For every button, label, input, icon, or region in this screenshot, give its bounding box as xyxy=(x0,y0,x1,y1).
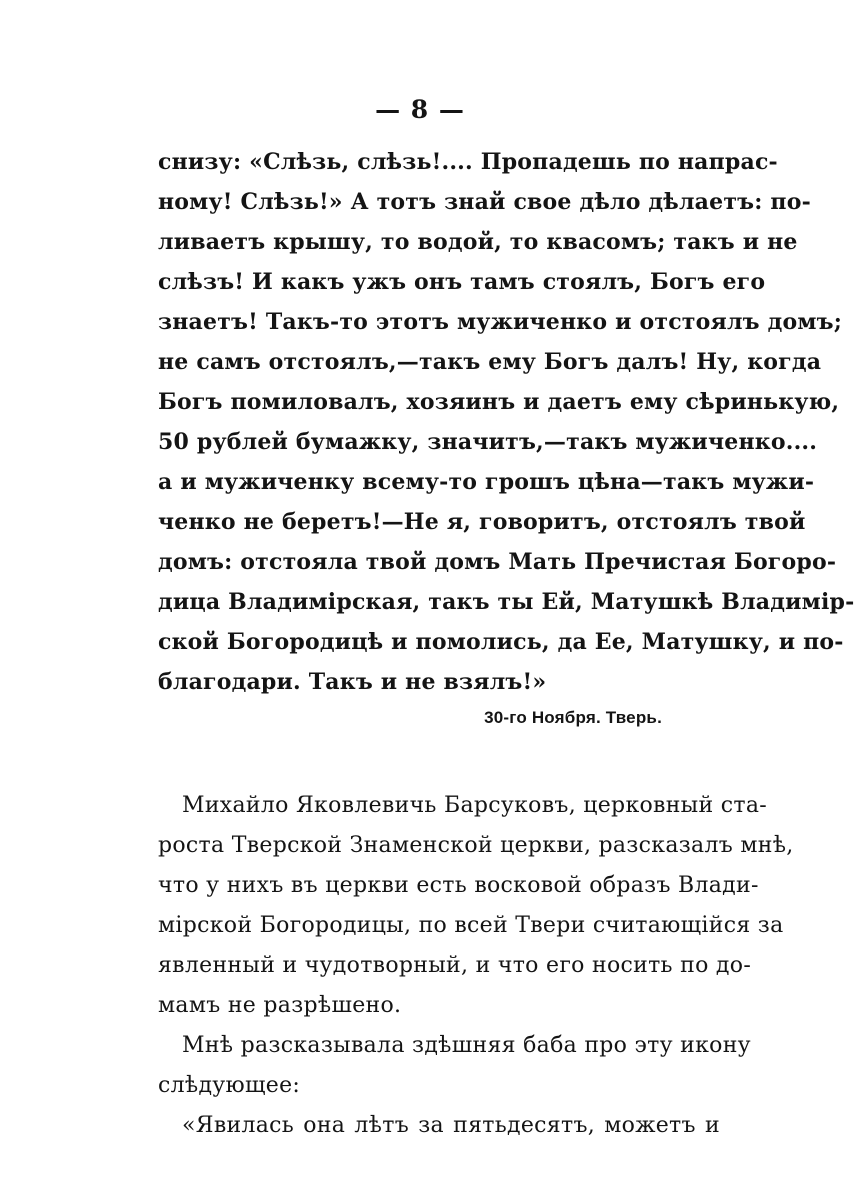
text-line: снизу: «Слѣзь, слѣзь!.... Пропадешь по напрас- xyxy=(158,149,778,175)
text-line: дица Владимірская, такъ ты Ей, Матушкѣ Владимір- xyxy=(158,589,854,615)
text-line: Мнѣ разсказывала здѣшняя баба про эту икону xyxy=(182,1033,751,1058)
paragraph-barsukov xyxy=(158,786,794,1146)
text-line: мамъ не разрѣшено. xyxy=(158,993,402,1018)
text-line: домъ: отстояла твой домъ Мать Пречистая Богоро- xyxy=(158,549,837,575)
text-line: «Явилась она лѣтъ за пятьдесятъ, можетъ и xyxy=(182,1113,720,1138)
text-line: ному! Слѣзь!» А тотъ знай свое дѣло дѣлаетъ: по- xyxy=(158,189,811,215)
text-line: не самъ отстоялъ,—такъ ему Богъ далъ! Ну, когда xyxy=(158,349,822,375)
paragraph-story-end xyxy=(158,142,854,702)
text-line: Богъ помиловалъ, хозяинъ и даетъ ему сѣринькую, xyxy=(158,389,840,415)
text-line: Михайло Яковлевичь Барсуковъ, церковный ста- xyxy=(182,793,767,818)
text-line: слѣзъ! И какъ ужъ онъ тамъ стоялъ, Богъ его xyxy=(158,269,766,295)
text-line: явленный и чудотворный, и что его носить по до- xyxy=(158,953,752,978)
text-line: 50 рублей бумажку, значитъ,—такъ мужиченко.... xyxy=(158,429,818,455)
text-line: что у нихъ въ церкви есть восковой образъ Влади- xyxy=(158,873,759,898)
text-line: роста Тверской Знаменской церкви, разсказалъ мнѣ, xyxy=(158,833,794,858)
text-line: а и мужиченку всему-то грошъ цѣна—такъ мужи- xyxy=(158,469,815,495)
text-line: ливаетъ крышу, то водой, то квасомъ; такъ и не xyxy=(158,229,798,255)
text-line: слѣдующее: xyxy=(158,1073,301,1098)
page-number: — 8 — xyxy=(375,95,465,124)
dateline: 30-го Ноября. Тверь. xyxy=(484,708,662,727)
text-line: знаетъ! Такъ-то этотъ мужиченко и отстоялъ домъ; xyxy=(158,309,843,335)
text-line: благодари. Такъ и не взялъ!» xyxy=(158,669,547,695)
text-line: ской Богородицѣ и помолись, да Ее, Матушку, и по- xyxy=(158,629,844,655)
text-line: ченко не беретъ!—Не я, говоритъ, отстоялъ твой xyxy=(158,509,806,535)
text-line: мірской Богородицы, по всей Твери считающійся за xyxy=(158,913,784,938)
